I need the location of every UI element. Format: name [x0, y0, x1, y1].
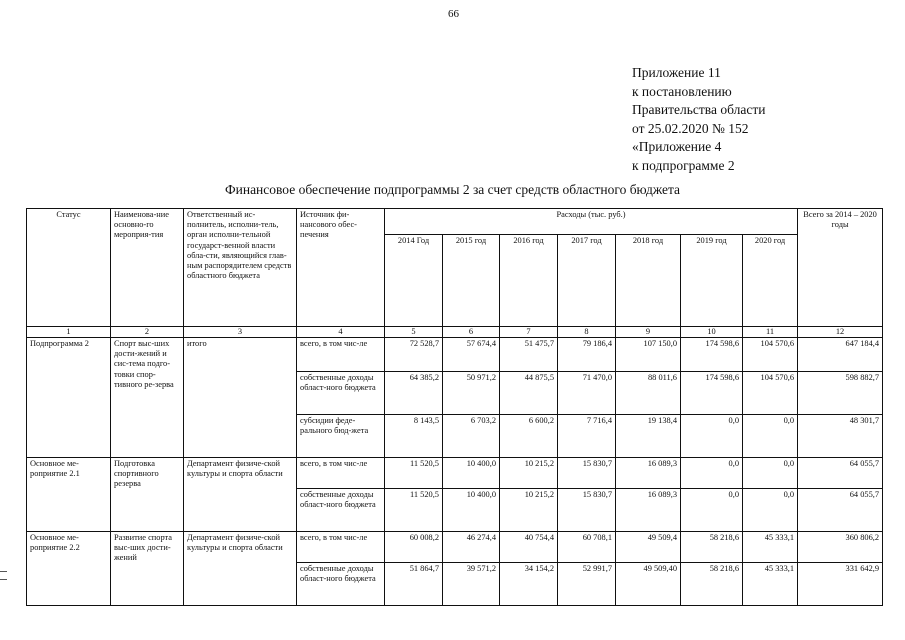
header-expenses: Расходы (тыс. руб.): [385, 209, 798, 235]
value-cell: 7 716,4: [558, 415, 616, 458]
column-number: 8: [558, 327, 616, 338]
value-cell: 60 008,2: [385, 532, 443, 563]
total-cell: 48 301,7: [798, 415, 883, 458]
value-cell: 72 528,7: [385, 338, 443, 372]
column-number: 5: [385, 327, 443, 338]
table-row: [27, 458, 883, 489]
value-cell: 45 333,1: [743, 532, 798, 563]
value-cell: 6 703,2: [443, 415, 500, 458]
source-cell: всего, в том чис-ле: [297, 338, 385, 372]
event-name-cell: Развитие спорта выс-ших дости-жений: [111, 532, 184, 606]
page-number: 66: [448, 8, 459, 20]
column-number: 2: [111, 327, 184, 338]
source-cell: субсидии феде-рального бюд-жета: [297, 415, 385, 458]
header-total: Всего за 2014 – 2020 годы: [798, 209, 883, 327]
value-cell: 34 154,2: [500, 563, 558, 606]
table-row: [27, 338, 883, 372]
scan-mark: [0, 579, 7, 580]
value-cell: 0,0: [681, 415, 743, 458]
column-number: 7: [500, 327, 558, 338]
value-cell: 58 218,6: [681, 532, 743, 563]
value-cell: 49 509,4: [616, 532, 681, 563]
appendix-block: [632, 64, 765, 176]
value-cell: 10 400,0: [443, 489, 500, 532]
column-number: 3: [184, 327, 297, 338]
header-responsible: Ответственный ис-полнитель, исполни-тель, орган исполни-тельной государст-венной власти обла-сти, являющийся глав-ным распорядителем средств областного бюджета: [184, 209, 297, 327]
value-cell: 44 875,5: [500, 372, 558, 415]
appendix-line: к подпрограмме 2: [632, 157, 735, 173]
header-year: 2019 год: [681, 235, 743, 327]
document-title: Финансовое обеспечение подпрограммы 2 за счет средств областного бюджета: [224, 182, 681, 197]
responsible-cell: итого: [184, 338, 297, 458]
status-cell: Подпрограмма 2: [27, 338, 111, 458]
value-cell: 57 674,4: [443, 338, 500, 372]
header-year: 2015 год: [443, 235, 500, 327]
event-name-cell: Спорт выс-ших дости-жений и сис-тема подго-товки спор-тивного ре-зерва: [111, 338, 184, 458]
appendix-line: от 25.02.2020 № 152: [632, 120, 749, 136]
value-cell: 104 570,6: [743, 338, 798, 372]
total-cell: 64 055,7: [798, 458, 883, 489]
value-cell: 40 754,4: [500, 532, 558, 563]
total-cell: 647 184,4: [798, 338, 883, 372]
value-cell: 8 143,5: [385, 415, 443, 458]
status-cell: Основное ме-роприятие 2.1: [27, 458, 111, 532]
value-cell: 16 089,3: [616, 489, 681, 532]
value-cell: 52 991,7: [558, 563, 616, 606]
column-number: 1: [27, 327, 111, 338]
scan-mark: [0, 571, 7, 572]
appendix-line: к постановлению: [632, 83, 732, 99]
appendix-line: Приложение 11: [632, 65, 721, 80]
value-cell: 60 708,1: [558, 532, 616, 563]
event-name-cell: Подготовка спортивного резерва: [111, 458, 184, 532]
value-cell: 6 600,2: [500, 415, 558, 458]
responsible-cell: Департамент физиче-ской культуры и спорта области: [184, 532, 297, 606]
column-number: 11: [743, 327, 798, 338]
value-cell: 174 598,6: [681, 372, 743, 415]
value-cell: 0,0: [681, 458, 743, 489]
appendix-line: Правительства области: [632, 102, 766, 118]
value-cell: 0,0: [681, 489, 743, 532]
value-cell: 39 571,2: [443, 563, 500, 606]
value-cell: 49 509,40: [616, 563, 681, 606]
header-year: 2020 год: [743, 235, 798, 327]
column-number: 6: [443, 327, 500, 338]
total-cell: 331 642,9: [798, 563, 883, 606]
value-cell: 16 089,3: [616, 458, 681, 489]
budget-table: [26, 208, 883, 606]
value-cell: 50 971,2: [443, 372, 500, 415]
header-year: 2018 год: [616, 235, 681, 327]
value-cell: 107 150,0: [616, 338, 681, 372]
header-status: Статус: [27, 209, 111, 327]
value-cell: 71 470,0: [558, 372, 616, 415]
source-cell: собственные доходы област-ного бюджета: [297, 372, 385, 415]
value-cell: 0,0: [743, 415, 798, 458]
header-year: 2014 Год: [385, 235, 443, 327]
responsible-cell: Департамент физиче-ской культуры и спорта области: [184, 458, 297, 532]
header-source: Источник фи-нансового обес-печения: [297, 209, 385, 327]
total-cell: 64 055,7: [798, 489, 883, 532]
value-cell: 0,0: [743, 489, 798, 532]
value-cell: 51 864,7: [385, 563, 443, 606]
source-cell: всего, в том чис-ле: [297, 458, 385, 489]
value-cell: 51 475,7: [500, 338, 558, 372]
column-number: 10: [681, 327, 743, 338]
column-number: 4: [297, 327, 385, 338]
value-cell: 0,0: [743, 458, 798, 489]
value-cell: 11 520,5: [385, 458, 443, 489]
value-cell: 10 400,0: [443, 458, 500, 489]
header-year: 2017 год: [558, 235, 616, 327]
value-cell: 64 385,2: [385, 372, 443, 415]
value-cell: 88 011,6: [616, 372, 681, 415]
value-cell: 46 274,4: [443, 532, 500, 563]
value-cell: 45 333,1: [743, 563, 798, 606]
value-cell: 58 218,6: [681, 563, 743, 606]
table-row: [27, 532, 883, 563]
source-cell: всего, в том чис-ле: [297, 532, 385, 563]
header-year: 2016 год: [500, 235, 558, 327]
value-cell: 10 215,2: [500, 489, 558, 532]
total-cell: 598 882,7: [798, 372, 883, 415]
value-cell: 11 520,5: [385, 489, 443, 532]
value-cell: 104 570,6: [743, 372, 798, 415]
value-cell: 19 138,4: [616, 415, 681, 458]
source-cell: собственные доходы област-ного бюджета: [297, 563, 385, 606]
value-cell: 79 186,4: [558, 338, 616, 372]
status-cell: Основное ме-роприятие 2.2: [27, 532, 111, 606]
column-number: 9: [616, 327, 681, 338]
value-cell: 15 830,7: [558, 489, 616, 532]
value-cell: 10 215,2: [500, 458, 558, 489]
column-number: 12: [798, 327, 883, 338]
value-cell: 174 598,6: [681, 338, 743, 372]
appendix-line: «Приложение 4: [632, 139, 722, 155]
column-numbers-row: [27, 327, 883, 338]
total-cell: 360 806,2: [798, 532, 883, 563]
header-name: Наименова-ние основно-го мероприя-тия: [111, 209, 184, 327]
value-cell: 15 830,7: [558, 458, 616, 489]
source-cell: собственные доходы област-ного бюджета: [297, 489, 385, 532]
